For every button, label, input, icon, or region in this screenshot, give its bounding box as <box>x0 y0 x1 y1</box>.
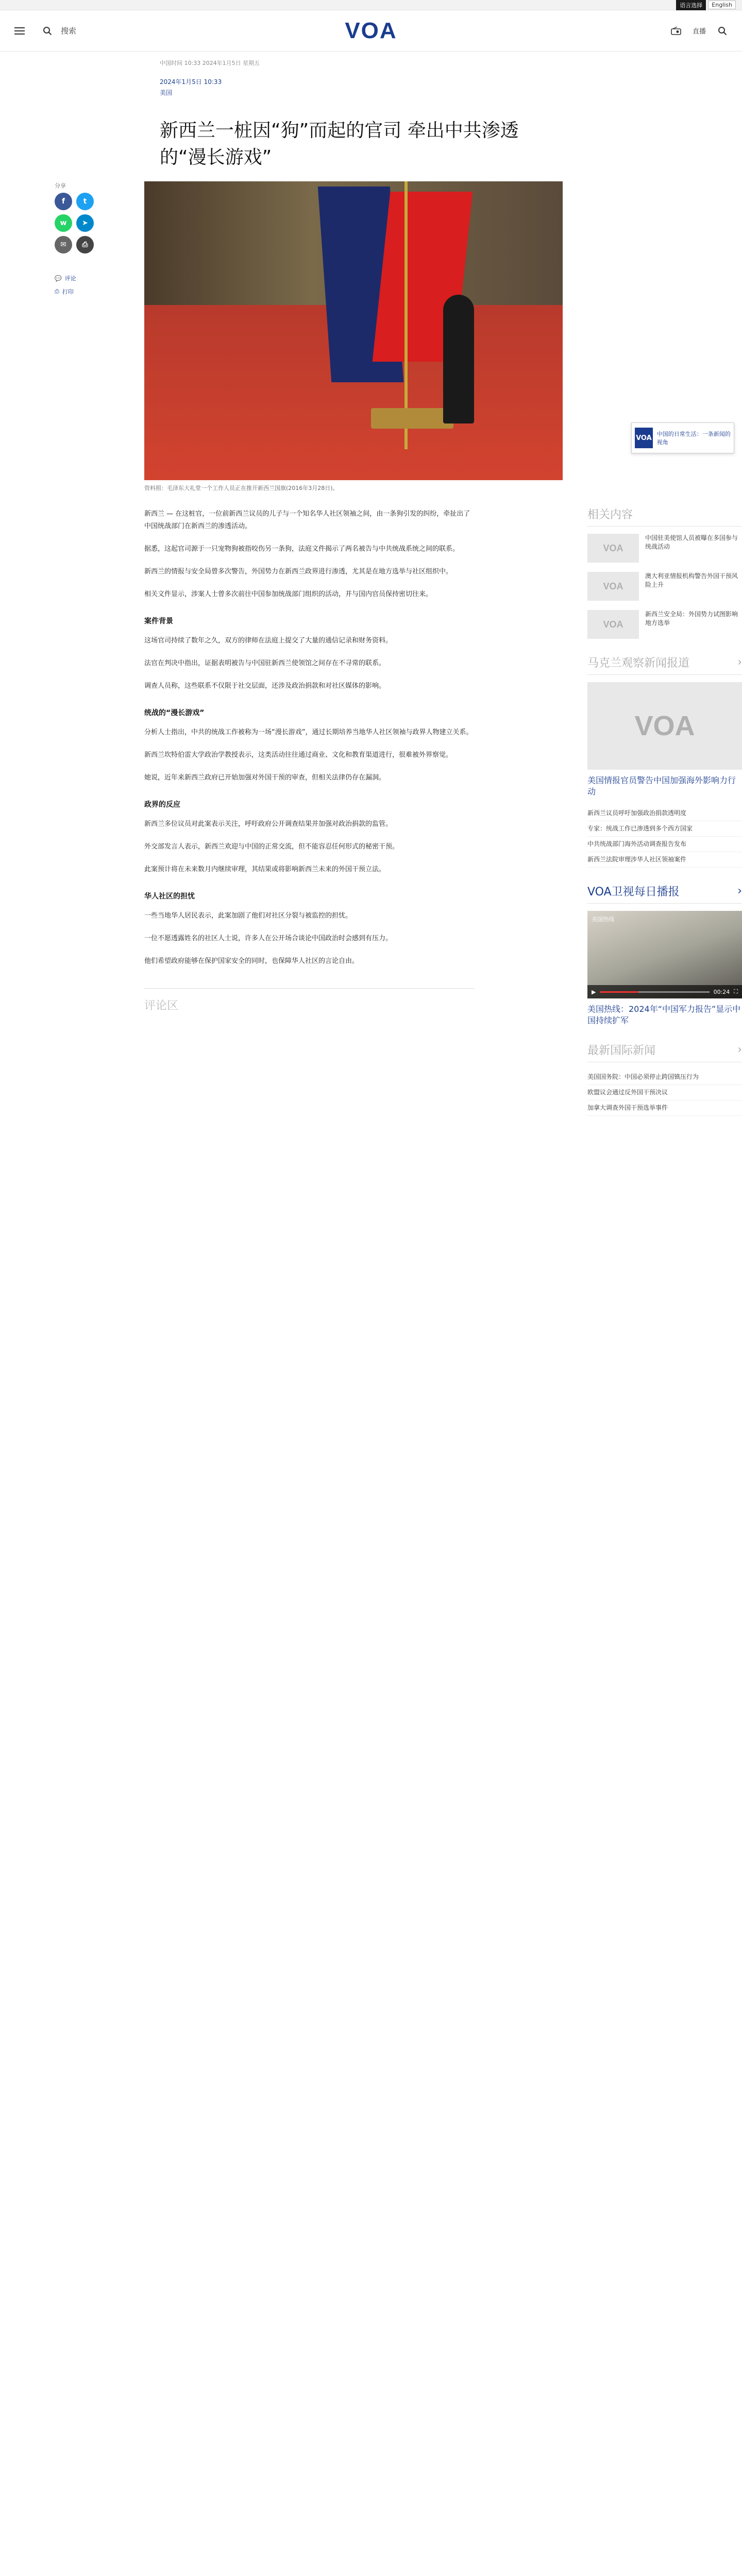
fullscreen-icon[interactable]: ⛶ <box>734 988 738 995</box>
right-sidebar <box>587 181 742 1116</box>
related-text: 中国驻美使馆人员被曝在多国参与统战活动 <box>645 534 738 550</box>
image-caption: 资料照：毛泽东大礼堂一个工作人员正在推开新西兰国旗(2016年3月28日)。 <box>144 485 339 492</box>
print-link[interactable] <box>55 287 144 296</box>
article-main <box>144 181 563 1116</box>
latest-item[interactable]: 欧盟议会通过反外国干预决议 <box>587 1085 742 1100</box>
related-thumb: VOA <box>587 572 639 601</box>
popular-title[interactable] <box>587 654 742 675</box>
popular-item[interactable]: 专家：统战工作已渗透到多个西方国家 <box>587 821 742 837</box>
paragraph: 她说，近年来新西兰政府已开始加强对外国干预的审查，但相关法律仍存在漏洞。 <box>144 774 386 782</box>
video-caption[interactable]: 美国热线：2024年“中国军力报告”显示中国持续扩军 <box>587 1004 741 1025</box>
hero-image <box>144 181 563 480</box>
related-thumb: VOA <box>587 534 639 563</box>
share-title: 分享 <box>55 182 66 189</box>
paragraph: 这场官司持续了数年之久，双方的律师在法庭上提交了大量的通信记录和财务资料。 <box>144 637 393 645</box>
related-text: 新西兰安全局：外国势力试图影响地方选举 <box>645 611 738 626</box>
floating-promo[interactable] <box>631 422 734 453</box>
popular-item[interactable]: 新西兰议员呼吁加强政治捐款透明度 <box>587 806 742 821</box>
paragraph: 一些当地华人居民表示，此案加剧了他们对社区分裂与被监控的担忧。 <box>144 912 352 920</box>
paragraph: 分析人士指出，中共的统战工作被称为一场“漫长游戏”，通过长期培养当地华人社区领袖与政界人物建立关系。 <box>144 728 473 736</box>
language-select[interactable]: 语言选择 <box>676 0 706 10</box>
facebook-share-icon[interactable]: f <box>55 193 72 210</box>
menu-icon[interactable] <box>12 24 27 38</box>
site-logo[interactable]: VOA <box>345 18 397 43</box>
utility-bar <box>0 0 742 10</box>
article-header <box>0 59 742 171</box>
chevron-right-icon: › <box>737 1043 742 1056</box>
paragraph: 法官在判决中指出，证据表明被告与中国驻新西兰使领馆之间存在不寻常的联系。 <box>144 659 386 667</box>
print-share-icon[interactable]: ⎙ <box>76 236 94 253</box>
search-right-icon[interactable] <box>715 24 730 38</box>
paragraph: 新西兰的情报与安全局曾多次警告，外国势力在新西兰政界进行渗透，尤其是在地方选举与社区组织中。 <box>144 568 453 575</box>
paragraph: 新西兰 — 在这桩官，一位前新西兰议员的儿子与一个知名华人社区领袖之间，由一条狗引发的纠纷，牵扯出了中国统战部门在新西兰的渗透活动。 <box>144 510 470 530</box>
telegram-share-icon[interactable]: ➤ <box>76 214 94 232</box>
promo-badge: VOA <box>635 428 653 448</box>
related-text: 澳大利亚情报机构警告外国干预风险上升 <box>645 572 738 588</box>
paragraph: 调查人员称，这些联系不仅限于社交层面，还涉及政治捐款和对社区媒体的影响。 <box>144 682 386 690</box>
twitter-share-icon[interactable]: t <box>76 193 94 210</box>
whatsapp-share-icon[interactable]: w <box>55 214 72 232</box>
latest-title-label: 最新国际新闻 <box>587 1044 656 1057</box>
latest-item[interactable]: 美国国务院：中国必须停止跨国镇压行为 <box>587 1070 742 1085</box>
search-label[interactable]: 搜索 <box>61 26 77 36</box>
print-icon: ⎙ <box>55 288 59 295</box>
paragraph: 外交部发言人表示，新西兰欢迎与中国的正常交流，但不能容忍任何形式的秘密干预。 <box>144 843 399 851</box>
article-category[interactable]: 美国 <box>160 89 173 96</box>
popular-item[interactable]: 新西兰法院审理涉华人社区领袖案件 <box>587 852 742 868</box>
paragraph: 新西兰多位议员对此案表示关注，呼吁政府公开调查结果并加强对政治捐款的监管。 <box>144 820 393 828</box>
article-body <box>144 508 474 968</box>
publication-info: 中国时间 10:33 2024年1月5日 星期五 <box>160 60 260 66</box>
related-item[interactable] <box>587 572 742 601</box>
share-column <box>52 181 144 1116</box>
feature-thumb[interactable]: VOA <box>587 682 742 770</box>
video-label: 美国热线 <box>592 916 614 923</box>
comments-link[interactable] <box>55 274 144 282</box>
comments-section-title: 评论区 <box>144 988 474 1013</box>
related-title <box>587 506 742 527</box>
feature-headline[interactable]: 美国情报官员警告中国加强海外影响力行动 <box>587 775 736 796</box>
video-section-label: VOA卫视每日播报 <box>587 886 680 899</box>
popular-title-label: 马克兰观察新闻报道 <box>587 657 690 670</box>
live-radio-icon[interactable] <box>669 24 683 38</box>
section-heading: 统战的“漫长游戏” <box>144 709 205 717</box>
chevron-right-icon: › <box>737 885 742 897</box>
paragraph: 据悉，这起官司源于一只宠物狗被指咬伤另一条狗，法庭文件揭示了两名被告与中共统战系统之间的联系。 <box>144 545 460 553</box>
chevron-right-icon: › <box>737 656 742 669</box>
related-title-label: 相关内容 <box>587 509 633 521</box>
video-player[interactable] <box>587 911 742 998</box>
video-time: 00:24 <box>713 988 730 995</box>
comment-icon: 💬 <box>55 275 62 282</box>
comments-link-label: 评论 <box>64 275 76 282</box>
site-header <box>0 10 742 52</box>
video-progress[interactable] <box>600 991 709 993</box>
video-controls <box>587 985 742 998</box>
print-link-label: 打印 <box>62 289 74 295</box>
email-share-icon[interactable]: ✉ <box>55 236 72 253</box>
updated-time: 2024年1月5日 10:33 <box>160 78 222 86</box>
promo-text: 中国的日常生活：一条新闻的视角 <box>656 431 731 446</box>
article-title: 新西兰一桩因“狗”而起的官司 牵出中共渗透的“漫长游戏” <box>160 120 519 168</box>
paragraph: 他们希望政府能够在保护国家安全的同时，也保障华人社区的言论自由。 <box>144 957 359 965</box>
popular-item[interactable]: 中共统战部门海外活动调查报告发布 <box>587 837 742 852</box>
related-item[interactable] <box>587 610 742 639</box>
person-figure <box>443 295 474 423</box>
related-item[interactable] <box>587 534 742 563</box>
video-section-title[interactable] <box>587 883 742 904</box>
search-icon[interactable] <box>40 24 55 38</box>
paragraph: 此案预计将在未来数月内继续审理，其结果或将影响新西兰未来的外国干预立法。 <box>144 866 386 873</box>
section-heading: 华人社区的担忧 <box>144 892 195 901</box>
section-heading: 案件背景 <box>144 617 173 625</box>
related-thumb: VOA <box>587 610 639 639</box>
paragraph: 相关文件显示，涉案人士曾多次前往中国参加统战部门组织的活动，并与国内官员保持密切往来。 <box>144 590 433 598</box>
paragraph: 一位不愿透露姓名的社区人士说，许多人在公开场合谈论中国政治时会感到有压力。 <box>144 935 393 942</box>
live-label[interactable]: 直播 <box>692 28 706 36</box>
language-english[interactable]: English <box>708 1 736 9</box>
latest-item[interactable]: 加拿大调查外国干预选举事件 <box>587 1100 742 1116</box>
latest-title[interactable] <box>587 1042 742 1062</box>
play-icon[interactable]: ▶ <box>592 988 596 995</box>
paragraph: 新西兰坎特伯雷大学政治学教授表示，这类活动往往通过商业、文化和教育渠道进行，很难被外界察觉。 <box>144 751 453 759</box>
section-heading: 政界的反应 <box>144 801 180 809</box>
